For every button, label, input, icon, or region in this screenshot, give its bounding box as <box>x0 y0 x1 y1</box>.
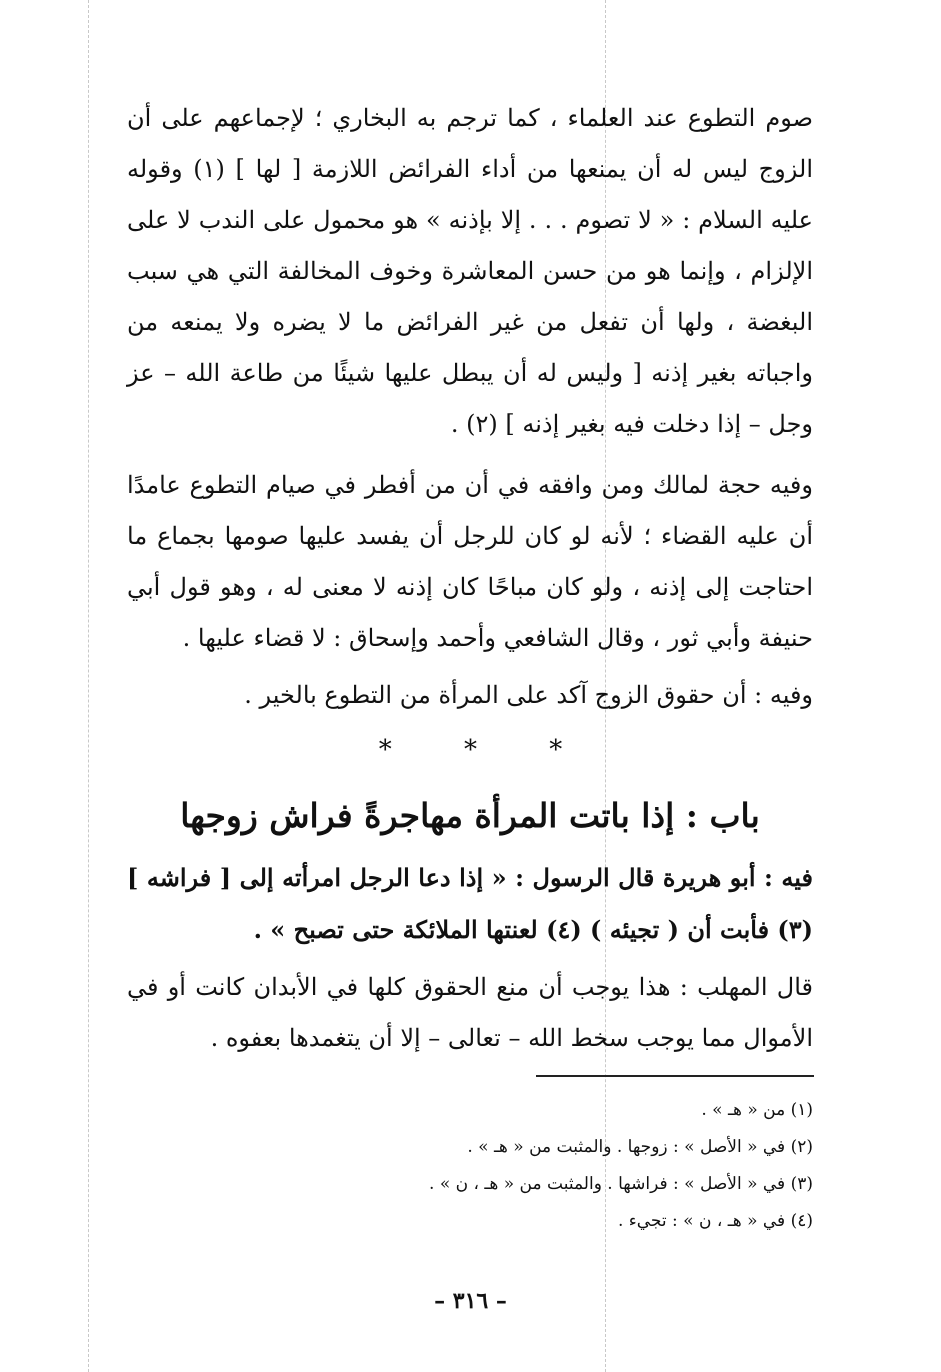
paragraph-3: وفيه : أن حقوق الزوج آكد على المرأة من التطوع بالخير . <box>244 681 813 709</box>
paragraph-1: صوم التطوع عند العلماء ، كما ترجم به البخاري ؛ لإجماعهم على أن الزوج ليس له أن يمنعها من أداء الفرائض اللازمة [ لها ] (١) وقوله عليه السلام : « لا تصوم . . . إلا بإذنه » هو محمول على الندب لا على الإلزام ، وإنما هو من حسن المعاشرة وخوف المخالفة التي هي سبب البغضة ، ولها أن تفعل من غير الفرائض ما لا يضره ولا يمنعه من واجباته بغير إذنه [ وليس له أن يبطل عليها شيئًا من طاعة الله – عز وجل – إذا دخلت فيه بغير إذنه ] (٢) . <box>127 104 813 438</box>
footnote-2: (٢) في « الأصل » : زوجها . والمثبت من « هـ » . <box>467 1137 813 1157</box>
chapter-heading: باب : إذا باتت المرأة مهاجرةً فراش زوجها <box>180 796 760 835</box>
footnote-divider <box>536 1075 814 1077</box>
paragraph-2: وفيه حجة لمالك ومن وافقه في أن من أفطر في صيام التطوع عامدًا أن عليه القضاء ؛ لأنه لو كان للرجل أن يفسد عليها صومها بجماع ما احتاجت إلى إذنه ، ولو كان مباحًا كان إذنه لا معنى له ، وهو قول أبي حنيفة وأبي ثور ، وقال الشافعي وأحمد وإسحاق : لا قضاء عليها . <box>127 471 813 652</box>
page-number: – ٣١٦ – <box>434 1288 507 1314</box>
paragraph-4: قال المهلب : هذا يوجب أن منع الحقوق كلها في الأبدان كانت أو في الأموال مما يوجب سخط الله – تعالى – إلا أن يتغمدها بعفوه . <box>127 973 813 1052</box>
separator-star: * <box>378 735 392 765</box>
footnotes <box>127 1092 813 1240</box>
scan-guide-line <box>88 0 89 1372</box>
separator-star: * <box>464 735 477 765</box>
section-separator <box>0 735 941 765</box>
footnote-1: (١) من « هـ » . <box>701 1100 813 1120</box>
separator-star: * <box>549 735 563 765</box>
footnote-4: (٤) في « هـ ، ن » : تجيء . <box>617 1211 813 1231</box>
hadith-text: فيه : أبو هريرة قال الرسول : « إذا دعا الرجل امرأته إلى [ فراشه ](٣) فأبت أن ( تجيئه ) (٤) لعنتها الملائكة حتى تصبح » . <box>127 863 813 944</box>
footnote-3: (٣) في « الأصل » : فراشها . والمثبت من « هـ ، ن » . <box>429 1174 813 1194</box>
